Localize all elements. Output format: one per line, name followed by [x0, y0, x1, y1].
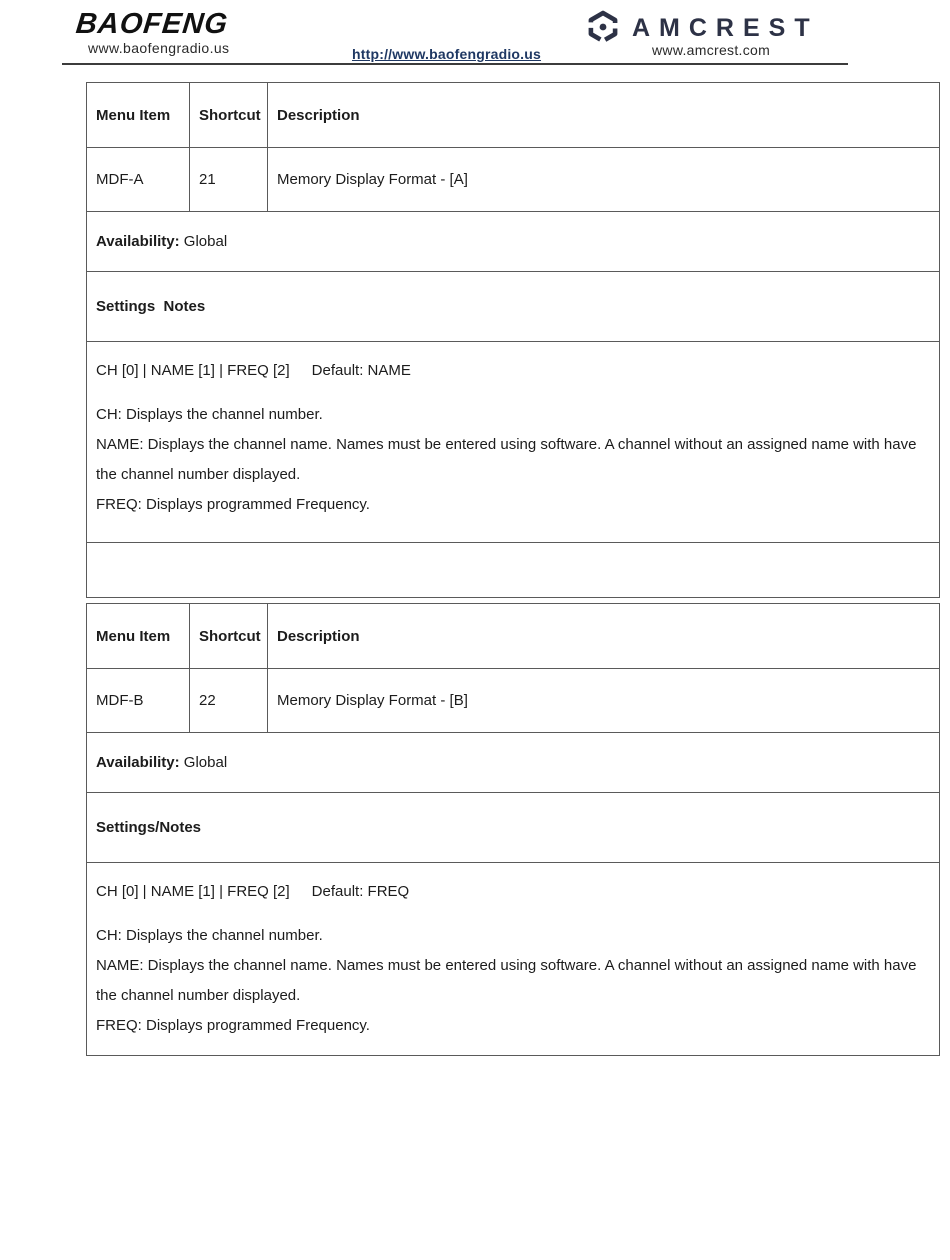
shortcut-cell: 22	[190, 669, 268, 733]
description-cell: Memory Display Format - [B]	[268, 669, 940, 733]
baofeng-site-text: www.baofengradio.us	[88, 40, 230, 56]
settings-header-cell: Settings Notes	[87, 272, 940, 342]
amcrest-logo-text: AMCREST	[632, 14, 819, 42]
availability-label: Availability:	[96, 754, 180, 771]
amcrest-hexagon-icon	[586, 10, 620, 44]
options-values: CH [0] | NAME [1] | FREQ [2]	[96, 883, 290, 900]
amcrest-logo	[586, 10, 819, 44]
settings-header-cell: Settings/Notes	[87, 793, 940, 863]
amcrest-site-text: www.amcrest.com	[652, 42, 771, 58]
note-ch: CH: Displays the channel number.	[96, 927, 323, 944]
notes-row	[87, 863, 940, 1056]
col-header-shortcut: Shortcut	[190, 83, 268, 148]
col-header-description: Description	[268, 83, 940, 148]
notes-row	[87, 342, 940, 543]
options-values: CH [0] | NAME [1] | FREQ [2]	[96, 362, 290, 379]
table-header-row	[87, 83, 940, 148]
col-header-menu-item: Menu Item	[87, 83, 190, 148]
menu-item-cell: MDF-A	[87, 148, 190, 212]
note-freq: FREQ: Displays programmed Frequency.	[96, 1017, 370, 1034]
col-header-description: Description	[268, 604, 940, 669]
notes-cell	[87, 342, 940, 543]
baofeng-url-link[interactable]: http://www.baofengradio.us	[352, 46, 542, 62]
availability-row	[87, 733, 940, 793]
availability-cell	[87, 733, 940, 793]
table-header-row	[87, 604, 940, 669]
menu-item-cell: MDF-B	[87, 669, 190, 733]
shortcut-cell: 21	[190, 148, 268, 212]
availability-row	[87, 212, 940, 272]
table-row	[87, 148, 940, 212]
default-value: Default: FREQ	[311, 883, 410, 900]
notes-body	[96, 400, 927, 520]
table-row	[87, 669, 940, 733]
settings-header-row	[87, 272, 940, 342]
col-header-shortcut: Shortcut	[190, 604, 268, 669]
settings-header-row	[87, 793, 940, 863]
menu-table-mdfb	[86, 603, 940, 1056]
note-ch: CH: Displays the channel number.	[96, 406, 323, 423]
empty-row	[87, 543, 940, 598]
description-cell: Memory Display Format - [A]	[268, 148, 940, 212]
note-name: NAME: Displays the channel name. Names must be entered using software. A channel without an assigned name with have the channel number displayed.	[96, 957, 917, 1004]
notes-cell	[87, 863, 940, 1056]
note-name: NAME: Displays the channel name. Names must be entered using software. A channel without an assigned name with have the channel number displayed.	[96, 436, 917, 483]
availability-value: Global	[179, 233, 228, 250]
note-freq: FREQ: Displays programmed Frequency.	[96, 496, 370, 513]
col-header-menu-item: Menu Item	[87, 604, 190, 669]
default-value: Default: NAME	[311, 362, 411, 379]
notes-body	[96, 921, 927, 1041]
availability-value: Global	[179, 754, 228, 771]
menu-table-mdfa	[86, 82, 940, 598]
availability-label: Availability:	[96, 233, 180, 250]
empty-cell	[87, 543, 940, 598]
baofeng-logo: BAOFENG	[74, 8, 230, 40]
availability-cell	[87, 212, 940, 272]
header-divider	[62, 63, 848, 65]
